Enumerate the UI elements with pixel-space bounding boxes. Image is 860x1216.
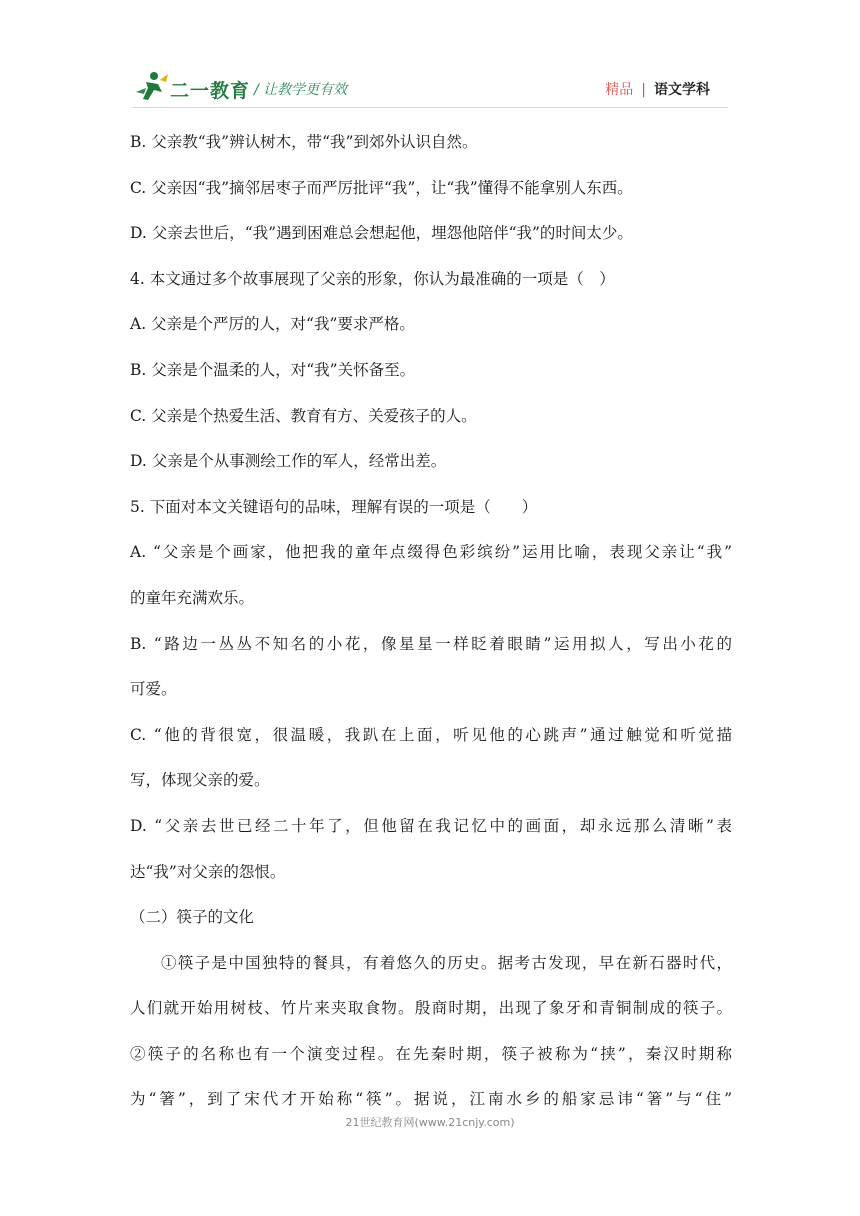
- page-footer: 21世纪教育网(www.21cnjy.com): [345, 1116, 515, 1129]
- option-5a-cont: 的童年充满欢乐。: [130, 588, 255, 607]
- header-divider: [132, 107, 728, 108]
- option-5c-cont: 写，体现父亲的爱。: [130, 771, 270, 790]
- option-5c: C. “他的背很宽，很温暖，我趴在上面，听见他的心跳声”通过触觉和听觉描: [130, 725, 732, 744]
- option-5a: A. “父亲是个画家，他把我的童年点缀得色彩缤纷”运用比喻，表现父亲让“我”: [130, 543, 732, 562]
- subject-label: 语文学科: [654, 82, 710, 98]
- header-separator: |: [641, 82, 646, 98]
- badge-jingpin: 精品: [605, 82, 634, 98]
- paragraph-2-cont: 为“箸”，到了宋代才开始称“筷”。据说，江南水乡的船家忌讳“箸”与“住”: [130, 1090, 732, 1109]
- option-5b: B. “路边一丛丛不知名的小花，像星星一样眨着眼睛”运用拟人，写出小花的: [130, 634, 732, 653]
- paragraph-1-cont: 人们就开始用树枝、竹片来夹取食物。殷商时期，出现了象牙和青铜制成的筷子。: [130, 999, 732, 1018]
- logo-text: 二一教育: [170, 80, 251, 102]
- question-5: 5. 下面对本文关键语句的品味，理解有误的一项是（ ）: [130, 497, 538, 516]
- option-4d: D. 父亲是个从事测绘工作的军人，经常出差。: [130, 452, 447, 471]
- option-5d-cont: 达“我”对父亲的怨恨。: [130, 862, 286, 881]
- text-line: C. 父亲因“我”摘邻居枣子而严厉批评“我”，让“我”懂得不能拿别人东西。: [130, 178, 633, 197]
- paragraph-1: ①筷子是中国独特的餐具，有着悠久的历史。据考古发现，早在新石器时代，: [161, 953, 732, 972]
- slogan: / 让教学更有效: [254, 82, 348, 98]
- option-4c: C. 父亲是个热爱生活、教育有方、关爱孩子的人。: [130, 406, 477, 425]
- page-header: [132, 70, 732, 106]
- option-5d: D. “父亲去世已经二十年了，但他留在我记忆中的画面，却永远那么清晰”表: [130, 816, 732, 835]
- document-body: [130, 120, 732, 1123]
- option-4a: A. 父亲是个严厉的人，对“我”要求严格。: [130, 315, 415, 334]
- text-line: B. 父亲教“我”辨认树木，带“我”到郊外认识自然。: [130, 133, 478, 151]
- option-4b: B. 父亲是个温柔的人，对“我”关怀备至。: [130, 360, 416, 379]
- text-line: D. 父亲去世后，“我”遇到困难总会想起他，埋怨他陪伴“我”的时间太少。: [130, 224, 633, 243]
- option-5b-cont: 可爱。: [130, 680, 177, 699]
- header-right: [605, 79, 710, 99]
- question-4: 4. 本文通过多个故事展现了父亲的形象，你认为最准确的一项是（ ）: [130, 269, 615, 288]
- section-heading: （二）筷子的文化: [130, 908, 255, 927]
- paragraph-2: ②筷子的名称也有一个演变过程。在先秦时期，筷子被称为“挟”，秦汉时期称: [130, 1044, 732, 1063]
